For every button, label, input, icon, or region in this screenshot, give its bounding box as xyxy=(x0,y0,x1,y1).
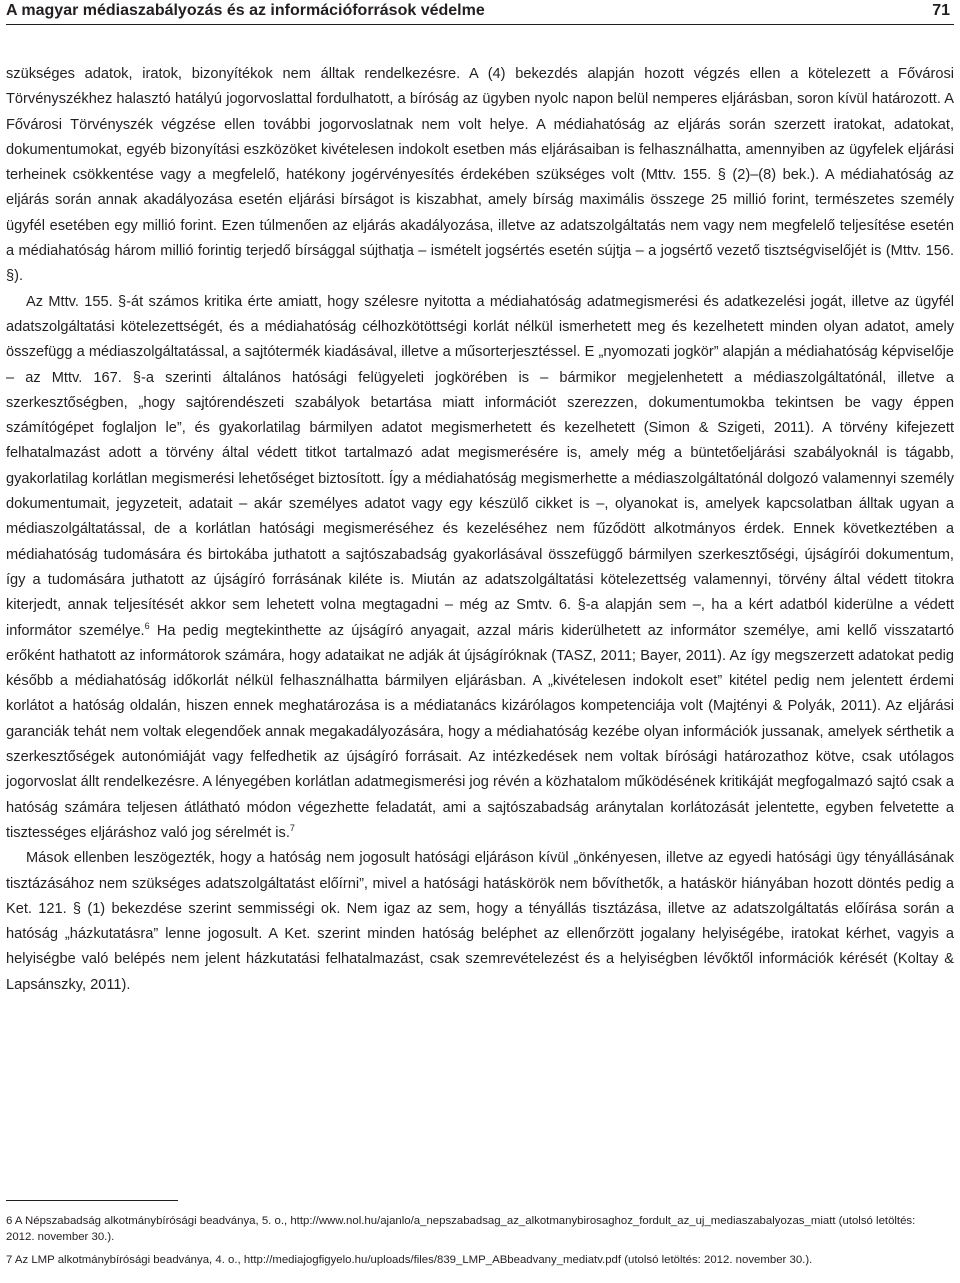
footnotes xyxy=(6,1214,946,1277)
paragraph-2-continuation: Ha pedig megtekinthette az újságíró anyagait, azzal máris kiderülhetett az informátor személye, ami kellő visszatartó erőként hathatott az informátorok számára, hogy adataikat ne adják át újságíróknak (TASZ, 2011; Bayer, 2011). Az így megszerzett adatokat pedig később a médiahatóság időkorlát nélkül felhasználhatta bármilyen eljárásban. A „kivételesen indokolt eset” kitétel pedig nem jelentett érdemi korlátot a hatóság oldalán, hiszen ennek meghatározása is a médiatanács kizárólagos kompetenciája volt (Majtényi & Polyák, 2011). Az eljárási garanciák tehát nem voltak elegendőek annak megakadályozására, hogy a médiahatóság kezébe olyan információk jussanak, amelyek sérthetik a szerkesztőségek autonómiáját vagy felfedhetik az újságíró forrásait. Az intézkedések nem voltak bírósági határozathoz kötve, csak utólagos jogorvoslat állt rendelkezésre. A lényegében korlátlan adatmegismerési jog révén a közhatalom működésének kritikáját megfogalmazó sajtó csak a hatóság számára teljesen átlátható módon végezhette feladatát, ami a sajtószabadság aránytalan korlátozását jelentette, egyben felvetette a tisztességes eljáráshoz való jog sérelmét is. xyxy=(6,622,954,841)
paragraph-1-text: szükséges adatok, iratok, bizonyítékok nem álltak rendelkezésre. A (4) bekezdés alapján hozott végzés ellen a kötelezett a Fővárosi Törvényszékhez halasztó hatályú jogorvoslattal fordulhatott, a bíróság az ügyben nyolc napon belül nemperes eljárásban, soron kívül határozott. A Fővárosi Törvényszék végzése ellen további jogorvoslatnak nem volt helye. A médiahatóság az eljárás során szerzett iratokat, adatokat, dokumentumokat, egyéb bizonyítási eszközöket kivételesen indokolt esetben más eljárásaiban is felhasználhatta, amennyiben az ügyfelek eljárási terheinek csökkentése vagy a megfelelő, hatékony jogérvényesítés érdekében szükséges volt (Mttv. 155. § (2)–(8) bek.). A médiahatóság az eljárás során annak akadályozása esetén eljárási bírságot is kiszabhat, amely bírság maximális összege 25 millió forint, természetes személy ügyfél esetében egy millió forint. Ezen túlmenően az eljárás akadályozása, illetve az adatszolgáltatás nem vagy nem megfelelő teljesítése esetén a médiahatóság három millió forintig terjedő bírsággal sújthatja – ismételt jogsértés esetén sújtja – a jogsértő vezető tisztségviselőjét is (Mttv. 156. §). xyxy=(6,66,954,285)
header-rule xyxy=(6,24,954,25)
page-number: 71 xyxy=(932,2,950,19)
body-text xyxy=(6,62,954,998)
footnote-7: 7 Az LMP alkotmánybírósági beadványa, 4. o., http://mediajogfigyelo.hu/uploads/files/839_LMP_ABbeadvany_mediatv.pdf (utolsó letöltés: 2012. november 30.). xyxy=(6,1254,813,1266)
footnote-rule xyxy=(6,1200,178,1201)
footnote-ref-7[interactable]: 7 xyxy=(289,823,295,834)
paragraph-2-text: Az Mttv. 155. §-át számos kritika érte amiatt, hogy szélesre nyitotta a médiahatóság adatmegismerési és adatkezelési jogát, illetve az ügyfél adatszolgáltatási kötelezettségét, és a médiahatóság célhozkötöttségi korlát nélkül ismerhetett meg és kezelhetett minden olyan adatot, amely összefügg a médiaszolgáltatással, a sajtótermék kiadásával, illetve a műsorterjesztéssel. E „nyomozati jogkör” alapján a médiahatóság képviselője – az Mttv. 167. §-a szerinti általános hatósági felügyeleti jogkörében is – bármikor megjelenhetett a médiaszolgáltatónál, illetve a szerkesztőségben, „hogy sajtórendészeti szabályok betartása miatt információt szerezzen, dokumentumokba tekintsen be vagy éppen számítógépet foglaljon le”, és gyakorlatilag bármilyen adatot megismerhetett és kezelhetett (Simon & Szigeti, 2011). A törvény kifejezett felhatalmazást adott a törvény által védett titkot tartalmazó adat megismerésére is, amely még a büntetőeljárási szabályoknál is tágabb, gyakorlatilag korlátlan megismerési lehetőséget biztosított. Így a médiahatóság megismerhette a médiaszolgáltatónál dolgozó valamennyi személy dokumentumait, jegyzeteit, adatait – akár személyes adatot vagy egy készülő cikket is –, olyanokat is, amelyek kapcsolatban álltak ugyan a médiaszolgáltatással, de a korlátlan hatósági megismeréséhez és kezeléséhez nem fűződött alkotmányos érdek. Ennek következtében a médiahatóság tudomására és birtokába juthatott a sajtószabadság gyakorlásával összefüggő bármilyen szerkesztőségi, újságírói dokumentum, így a tudomására juthatott az újságíró forrásának kiléte is. Miután az adatszolgáltatási kötelezettség valamennyi, törvény által védett titokra kiterjedt, annak teljesítését akkor sem lehetett volna megtagadni – még az Smtv. 6. §-a alapján sem –, ha a kért adatból kiderülne a védett informátor személye. xyxy=(6,293,954,639)
paragraph-1 xyxy=(6,62,954,290)
footnote-6: 6 A Népszabadság alkotmánybírósági beadványa, 5. o., http://www.nol.hu/ajanlo/a_nepszabadsag_az_alkotmanybirosaghoz_fordult_az_uj_mediaszabalyozas_miatt (utolsó letöltés: 2012. november 30.). xyxy=(6,1215,916,1243)
page-header xyxy=(6,0,954,30)
running-title: A magyar médiaszabályozás és az információforrások védelme xyxy=(6,2,485,19)
footnote-ref-6[interactable]: 6 xyxy=(144,620,150,631)
paragraph-2 xyxy=(6,290,954,847)
paragraph-3 xyxy=(6,846,954,998)
paragraph-3-text: Mások ellenben leszögezték, hogy a hatóság nem jogosult hatósági eljáráson kívül „önkényesen, illetve az egyedi hatósági ügy tényállásának tisztázásához nem szükséges adatszolgáltatást előírni”, mivel a hatósági hatáskörök nem bővíthetők, a hatáskör hiányában hozott döntés pedig a Ket. 121. § (1) bekezdése szerint semmisségi ok. Nem igaz az sem, hogy a tényállás tisztázása, illetve az adatszolgáltatás előírása során a hatóság „házkutatásra” lenne jogosult. A Ket. szerint minden hatóság beléphet az ellenőrzött jogalany helyiségébe, iratokat kérhet, vagyis a helyiségbe való belépés nem jelent házkutatási felhatalmazást, csak szemrevételezést és a helyiségben lévőktől információk kérését (Koltay & Lapsánszky, 2011). xyxy=(6,850,954,993)
